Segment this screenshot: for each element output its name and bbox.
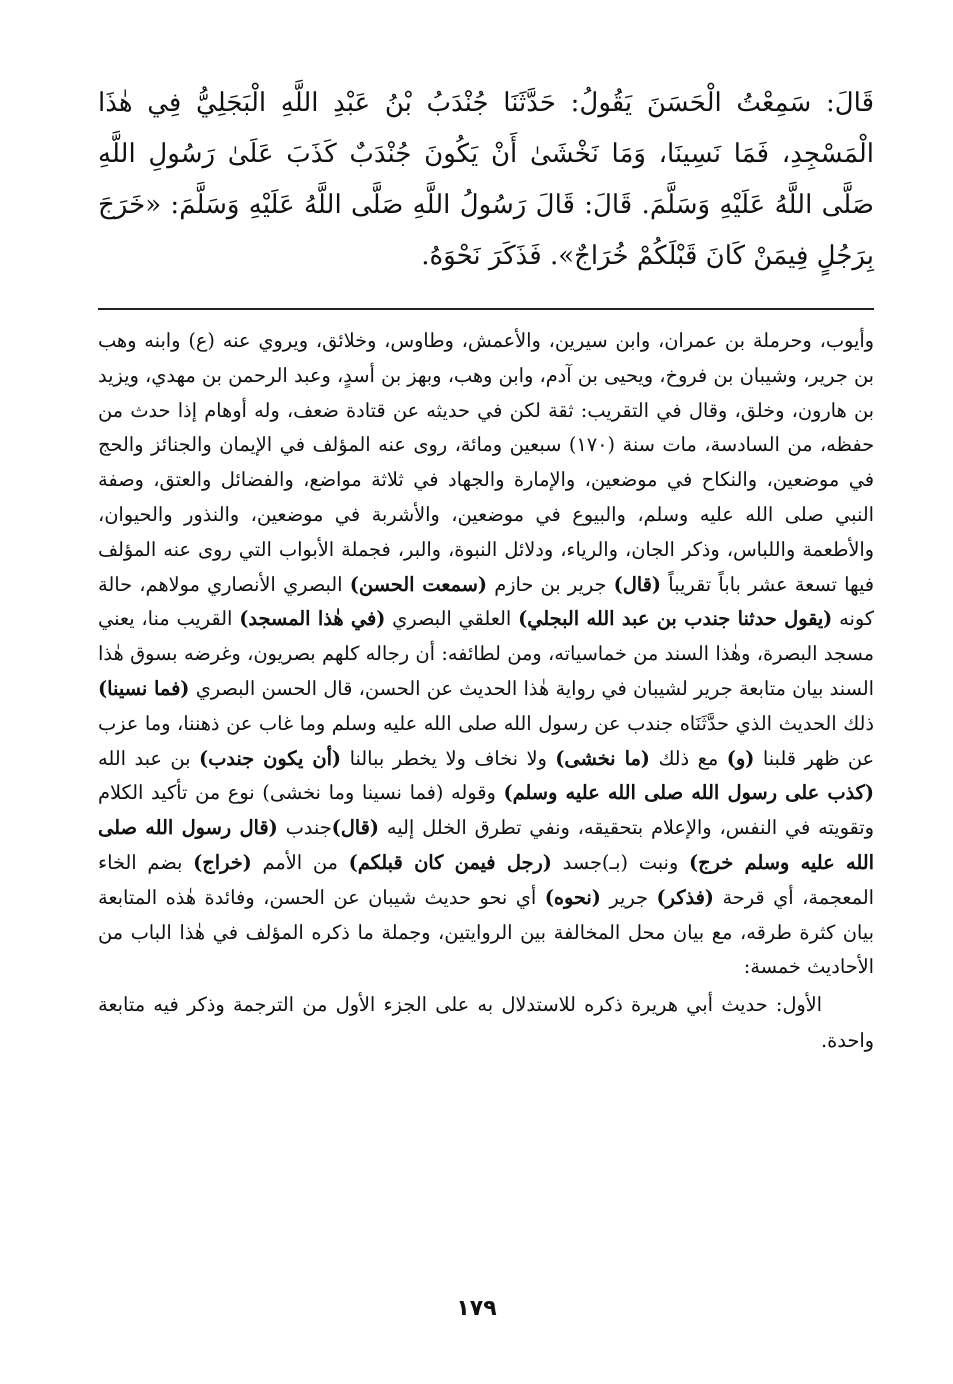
page-body — [98, 78, 874, 1059]
commentary-bold-text: (قال رسول الله صلى الله عليه وسلم خرج) — [98, 816, 874, 874]
footnote-divider — [98, 308, 874, 310]
commentary-paragraph — [98, 324, 874, 985]
commentary-text: بن عبد الله — [98, 746, 191, 770]
commentary-bold-text: (خراج) — [193, 850, 252, 874]
commentary-bold-text: (قال) — [331, 816, 379, 840]
commentary-bold-text: (سمعت الحسن) — [349, 572, 487, 596]
commentary-bold-text: (أن يكون جندب) — [198, 746, 342, 770]
commentary-bold-text: (يقول حدثنا جندب بن عبد الله البجلي) — [518, 607, 833, 631]
commentary-text: ونبت (بـ)جسد — [562, 850, 679, 874]
commentary-bold-text: (نحوه) — [544, 885, 601, 909]
commentary-text: القريب منا، يعني مسجد البصرة، وهٰذا السند من خماسياته، ومن لطائفه: أن رجاله كلهم بصريون، وغرضه بسوق هٰذا السند بيان متابعة جرير لشيبان في رواية هٰذا الحديث عن الحسن، قال الحسن البصري — [98, 607, 874, 700]
commentary-text: أي نحو حديث شيبان عن الحسن، وفائدة هٰذه المتابعة بيان كثرة طرقه، مع بيان محل المخالفة بين الروايتين، وجملة ما ذكره المؤلف في هٰذا الباب من الأحاديث خمسة: — [98, 885, 874, 979]
commentary-text: ذلك الحديث الذي حدَّثَنَاه جندب عن رسول الله صلى الله عليه وسلم وما غاب عن ذهننا، وما عزب عن ظهر قلبنا — [98, 711, 875, 770]
commentary-bold-text: (قال) — [613, 572, 662, 596]
commentary-text: جرير — [609, 885, 648, 909]
hadith-text: قَالَ: سَمِعْتُ الْحَسَنَ يَقُولُ: حَدَّثَنَا جُنْدَبُ بْنُ عَبْدِ اللَّهِ الْبَجَلِيُّ فِي هٰذَا الْمَسْجِدِ، فَمَا نَسِينَا، وَمَا نَخْشَىٰ أَنْ يَكُونَ جُنْدَبٌ كَذَبَ عَلَىٰ رَسُولِ اللَّهِ صَلَّى اللَّهُ عَلَيْهِ وَسَلَّمَ. قَالَ: قَالَ رَسُولُ اللَّهِ صَلَّى اللَّهُ عَلَيْهِ وَسَلَّمَ: «خَرَجَ بِرَجُلٍ فِيمَنْ كَانَ قَبْلَكُمْ خُرَاجٌ». فَذَكَرَ نَحْوَهُ. — [98, 88, 874, 271]
commentary-bold-text: (في هٰذا المسجد) — [239, 607, 386, 631]
commentary-text: مع ذلك — [658, 746, 719, 770]
commentary-text: العلقي البصري — [392, 607, 512, 631]
commentary-bold-text: (و) — [726, 746, 755, 770]
commentary-text: ولا نخاف ولا يخطر ببالنا — [349, 746, 547, 770]
commentary-bold-text: (فما نسينا) — [98, 676, 190, 700]
page-number: ١٧٩ — [456, 1296, 497, 1321]
commentary-bold-text: (فذكر) — [656, 885, 714, 909]
commentary-text: جندب — [285, 816, 332, 840]
commentary-text: من الأمم — [262, 850, 338, 874]
commentary-text: البصري الأنصاري مولاهم، حالة كونه — [98, 572, 874, 631]
commentary-bold-text: (رجل فيمن كان قبلكم) — [348, 850, 552, 874]
commentary-bold-text: (كذب على رسول الله صلى الله عليه وسلم) — [503, 781, 874, 805]
commentary-text: بضم الخاء المعجمة، أي قرحة — [98, 850, 874, 909]
commentary-text: وقوله (فما نسينا وما نخشى) نوع من تأكيد الكلام وتقويته في النفس، والإعلام بتحقيقه، ونفي تطرق الخلل إليه — [98, 781, 874, 840]
commentary-bold-text: (ما نخشى) — [555, 746, 650, 770]
commentary-text: وأيوب، وحرملة بن عمران، وابن سيرين، والأعمش، وطاوس، وخلائق، ويروي عنه (ع) وابنه وهب بن جرير، وشيبان بن فروخ، ويحيى بن آدم، وابن وهب، وبهز بن أسدٍ، وعبد الرحمن بن مهدي، ويزيد بن هارون، وخلق، وقال في التقريب: ثقة لكن في حديثه عن قتادة ضعف، وله أوهام إذا حدث من حفظه، من السادسة، مات سنة (١٧٠) سبعين ومائة، روى عنه المؤلف في الإيمان والجنائز والحج في موضعين، والنكاح في موضعين، والإمارة والجهاد في ثلاثة مواضع، والفضائل والعتق، وصفة النبي صلى الله عليه وسلم، والبيوع في موضعين، والأشربة في موضعين، والنذور والحيوان، والأطعمة واللباس، وذكر الجان، والرياء، ودلائل النبوة، والبر، فجملة الأبواب التي روى عنه المؤلف فيها تسعة عشر باباً تقريباً — [98, 329, 874, 596]
closing-paragraph: الأول: حديث أبي هريرة ذكره للاستدلال به على الجزء الأول من الترجمة وذكر فيه متابعة واحدة. — [98, 993, 874, 1053]
commentary-text: جرير بن حازم — [494, 572, 607, 596]
